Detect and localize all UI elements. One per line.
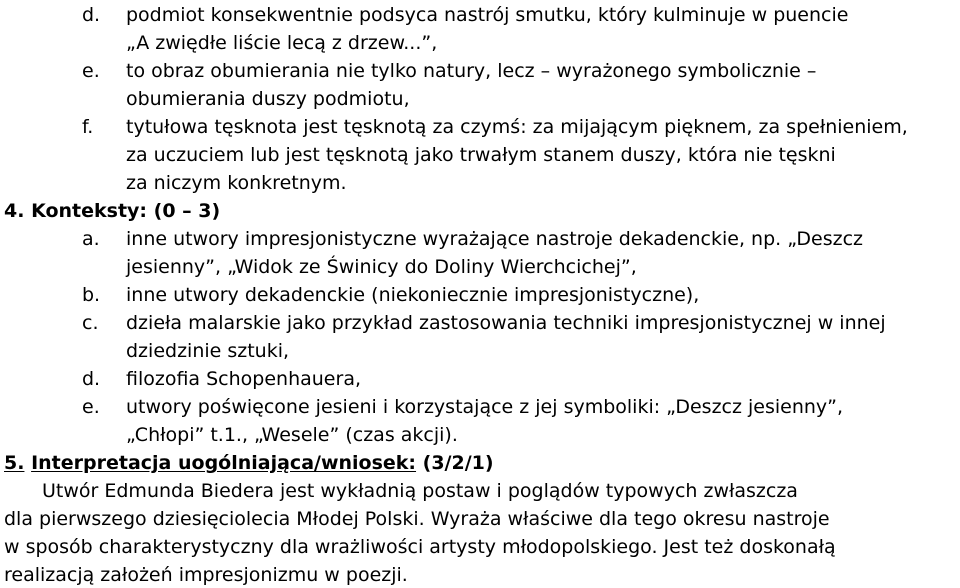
item-f-line-3: za niczym konkretnym.: [126, 172, 347, 194]
context-a-line-1: inne utwory impresjonistyczne wyrażające nastroje dekadenckie, np. „Deszcz: [126, 228, 864, 250]
context-d-line-1: filozofia Schopenhauera,: [126, 368, 361, 390]
item-f-line-2: za uczuciem lub jest tęsknotą jako trwałym stanem duszy, która nie tęskni: [126, 144, 836, 166]
item-d-line-1: podmiot konsekwentnie podsyca nastrój smutku, który kulminuje w puencie: [126, 4, 849, 26]
section-5-heading: [4, 450, 494, 476]
section-4-title: Konteksty: (0 – 3): [31, 200, 221, 222]
section-5-title: Interpretacja uogólniająca/wniosek:: [31, 452, 417, 474]
section-5-line-3: w sposób charakterystyczny dla wrażliwości artysty młodopolskiego. Jest też doskonałą: [4, 536, 836, 558]
context-label-b: b.: [82, 284, 101, 306]
section-5-line-2: dla pierwszego dziesięciolecia Młodej Polski. Wyraża właściwe dla tego okresu nastroje: [4, 508, 830, 530]
context-e-line-2: „Chłopi” t.1., „Wesele” (czas akcji).: [126, 424, 458, 446]
item-f-line-1: tytułowa tęsknota jest tęsknotą za czymś: za mijającym pięknem, za spełnieniem,: [126, 116, 908, 138]
item-label-d: d.: [82, 4, 101, 26]
item-e-line-1: to obraz obumierania nie tylko natury, lecz – wyrażonego symbolicznie –: [126, 60, 817, 82]
context-label-a: a.: [82, 228, 100, 250]
context-label-d: d.: [82, 368, 101, 390]
context-c-line-2: dziedzinie sztuki,: [126, 340, 290, 362]
item-d-line-2: „A zwiędłe liście lecą z drzew...”,: [126, 32, 438, 54]
context-a-line-2: jesienny”, „Widok ze Świnicy do Doliny Wierchcichej”,: [126, 256, 637, 278]
section-5-points: (3/2/1): [422, 452, 494, 474]
item-label-f: f.: [82, 116, 94, 138]
context-label-c: c.: [82, 312, 99, 334]
item-e-line-2: obumierania duszy podmiotu,: [126, 88, 410, 110]
context-b-line-1: inne utwory dekadenckie (niekoniecznie impresjonistyczne),: [126, 284, 700, 306]
context-c-line-1: dzieła malarskie jako przykład zastosowania techniki impresjonistycznej w innej: [126, 312, 886, 334]
section-5-line-4: realizacją założeń impresjonizmu w poezji.: [4, 564, 408, 586]
context-e-line-1: utwory poświęcone jesieni i korzystające z jej symboliki: „Deszcz jesienny”,: [126, 396, 844, 418]
section-5-line-1: Utwór Edmunda Biedera jest wykładnią postaw i poglądów typowych zwłaszcza: [42, 480, 798, 502]
item-label-e: e.: [82, 60, 100, 82]
section-4-heading: [4, 198, 220, 224]
section-5-number: 5.: [4, 452, 25, 474]
section-4-number: 4.: [4, 200, 25, 222]
context-label-e: e.: [82, 396, 100, 418]
